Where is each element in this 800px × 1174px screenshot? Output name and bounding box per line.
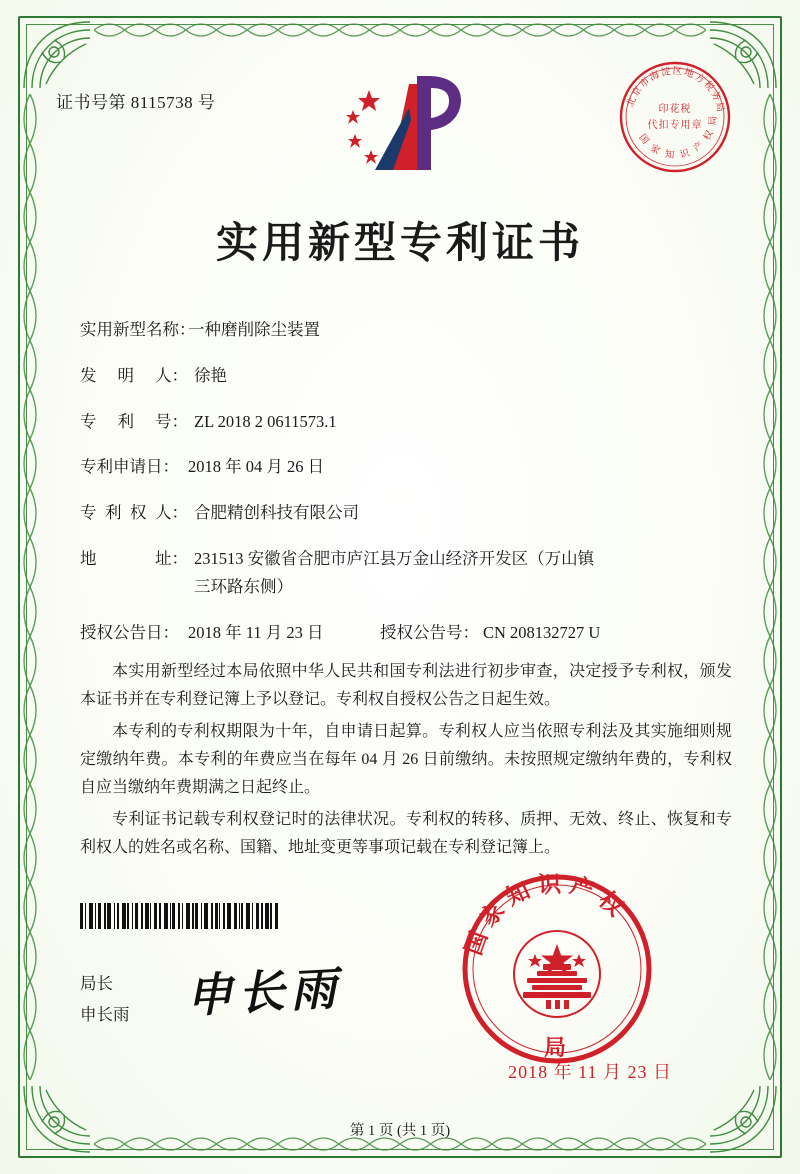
- field-label: 实用新型名称：: [80, 320, 196, 339]
- label-char: 发: [80, 365, 97, 385]
- signature-role: 局长: [80, 974, 113, 993]
- field-value: CN 208132727 U: [483, 622, 601, 642]
- seal-date: 2018 年 11 月 23 日: [508, 1062, 672, 1082]
- field-label: 授权公告日：: [80, 622, 179, 642]
- fields-block: [80, 320, 734, 650]
- barcode: [80, 903, 330, 929]
- field-label: 授权公告号：: [380, 622, 479, 642]
- field-value: 徐艳: [194, 365, 227, 385]
- certificate-number: 证书号第 8115738 号: [56, 93, 216, 112]
- field-value: 2018 年 11 月 23 日: [188, 622, 324, 642]
- certificate-content: [56, 58, 744, 1139]
- label-char: 利: [117, 411, 134, 431]
- field-patent-number: [80, 412, 734, 432]
- label-char: 地: [80, 548, 97, 568]
- field-value: 一种磨削除尘装置: [188, 320, 320, 339]
- svg-text:印花税: 印花税: [658, 104, 692, 115]
- field-application-date: [80, 457, 734, 477]
- field-invention-name: [80, 320, 734, 340]
- tax-stamp-seal: [616, 58, 734, 176]
- field-patentee: [80, 503, 734, 523]
- field-label: [80, 503, 194, 523]
- field-value: ZL 2018 2 0611573.1: [194, 411, 337, 431]
- paragraph-1: 本实用新型经过本局依照中华人民共和国专利法进行初步审查，决定授予专利权，颁发本证书并在专利登记簿上予以登记。专利权自授权公告之日起生效。: [80, 663, 732, 708]
- address-line-1: 231513 安徽省合肥市庐江县万金山经济开发区（万山镇: [194, 548, 595, 568]
- label-char: 权: [130, 503, 147, 523]
- svg-text:国家知识产权: 国家知识产权: [459, 870, 634, 959]
- label-char: 人：: [155, 503, 188, 523]
- field-grant-date: [80, 623, 380, 643]
- official-red-seal: [458, 870, 656, 1068]
- label-char: 利: [105, 503, 122, 523]
- field-label: [80, 366, 194, 386]
- handwritten-signature: 申长雨: [184, 960, 344, 1024]
- field-grant-row: [80, 623, 734, 643]
- svg-text:国 家 知 识 产 权 局: 国 家 知 识 产 权 局: [636, 113, 720, 162]
- field-label: [80, 549, 194, 569]
- signature-block: [80, 968, 130, 1031]
- label-char: 明: [117, 365, 134, 385]
- field-grant-number: [380, 623, 734, 643]
- label-char: 专: [80, 503, 97, 523]
- field-inventor: [80, 366, 734, 386]
- field-label: [80, 412, 194, 432]
- paragraph-2: 本专利的专利权期限为十年，自申请日起算。专利权人应当依照专利法及其实施细则规定缴纳年费。本专利的年费应当在每年 04 月 26 日前缴纳。未按照规定缴纳年费的，专利权自应当缴纳年费期满之日起终止。: [80, 723, 732, 796]
- paragraph-3: 专利证书记载专利权登记时的法律状况。专利权的转移、质押、无效、终止、恢复和专利权人的姓名或名称、国籍、地址变更等事项记载在专利登记簿上。: [80, 811, 732, 856]
- page-title: 实用新型专利证书: [215, 218, 584, 267]
- label-char: 专: [80, 411, 97, 431]
- label-char: 号：: [155, 411, 188, 431]
- svg-text:代扣专用章: 代扣专用章: [647, 120, 703, 131]
- field-value: 合肥精创科技有限公司: [194, 503, 359, 523]
- label-char: 址：: [155, 548, 188, 568]
- signature-name: 申长雨: [80, 1005, 130, 1025]
- field-address: [80, 549, 734, 597]
- field-value: [194, 549, 734, 597]
- patent-office-logo-icon: [331, 68, 471, 178]
- legal-text-block: [80, 658, 732, 866]
- field-label: 专利申请日：: [80, 457, 179, 477]
- svg-text:局: 局: [543, 1035, 571, 1061]
- field-value: 2018 年 04 月 26 日: [188, 457, 325, 477]
- page-footer: 第 1 页 (共 1 页): [349, 1123, 451, 1139]
- address-line-2: 三环路东侧）: [194, 576, 293, 596]
- svg-text:北京市海淀区地方税务局: 北京市海淀区地方税务局: [625, 65, 727, 115]
- label-char: 人：: [155, 365, 188, 385]
